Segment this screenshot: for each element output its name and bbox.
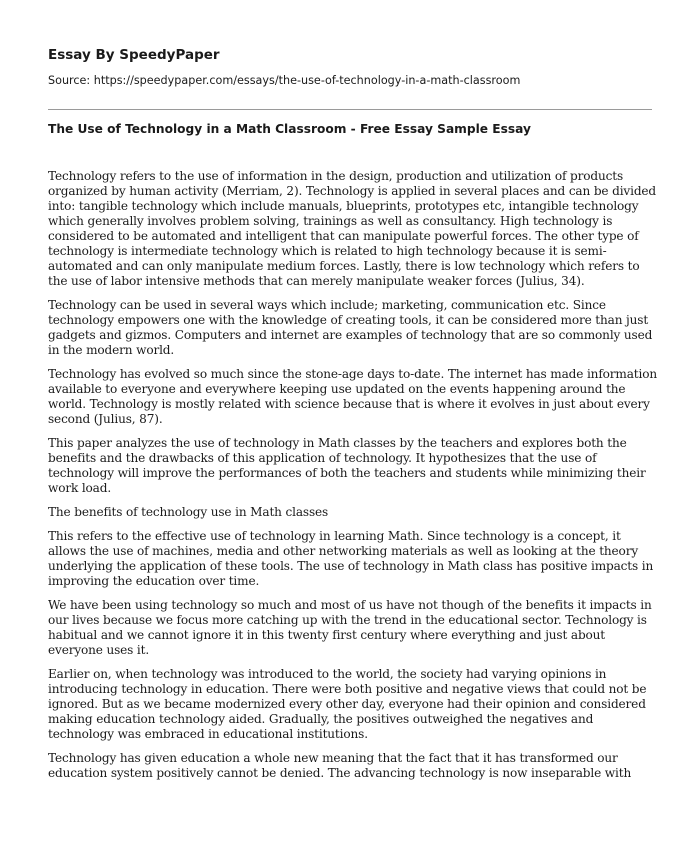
header-divider (48, 109, 652, 110)
document-header-title: Essay By SpeedyPaper (48, 47, 220, 63)
paragraph: This refers to the effective use of technology in learning Math. Since technology is a concept, it allows the use of machines, media and other networking materials as well as looking at the theory underlying the application of these tools. The use of technology in Math class has positive impacts in improving the education over time. (48, 529, 654, 588)
paragraph: Technology has given education a whole new meaning that the fact that it has transformed our education system positively cannot be denied. The advancing technology is now inseparable with (48, 751, 632, 780)
paragraph: Earlier on, when technology was introduced to the world, the society had varying opinions in introducing technology in education. There were both positive and negative views that could not be ignored. But as we became modernized every other day, everyone had their opinion and considered making education technology aided. Gradually, the positives outweighed the negatives and technology was embraced in educational institutions. (48, 667, 647, 741)
paragraph: We have been using technology so much and most of us have not though of the benefits it impacts in our lives because we focus more catching up with the trend in the educational sector. Technology is habitual and we cannot ignore it in this twenty first century where everything and just about everyone uses it. (48, 598, 652, 657)
paragraph: Technology has evolved so much since the stone-age days to-date. The internet has made information available to everyone and everywhere keeping use updated on the events happening around the world. Technology is mostly related with science because that is where it evolves in just about every second (Julius, 87). (48, 367, 657, 426)
paragraph: Technology can be used in several ways which include; marketing, communication etc. Since technology empowers one with the knowledge of creating tools, it can be considered more than just gadgets and gizmos. Computers and internet are examples of technology that are so commonly used in the modern world. (48, 298, 653, 357)
source-line: Source: https://speedypaper.com/essays/the-use-of-technology-in-a-math-classroom (48, 74, 521, 87)
paragraph: This paper analyzes the use of technology in Math classes by the teachers and explores both the benefits and the drawbacks of this application of technology. It hypothesizes that the use of technology will improve the performances of both the teachers and students while minimizing their work load. (48, 436, 646, 495)
paragraph: Technology refers to the use of information in the design, production and utilization of products organized by human activity (Merriam, 2). Technology is applied in several places and can be divided into: tangible technology which include manuals, blueprints, prototypes etc, intangible technology which generally involves problem solving, trainings as well as consultancy. High technology is considered to be automated and intelligent that can manipulate powerful forces. The other type of technology is intermediate technology which is related to high technology because it is semi-automated and can only manipulate medium forces. Lastly, there is low technology which refers to the use of labor intensive methods that can merely manipulate weaker forces (Julius, 34). (48, 169, 657, 288)
section-heading: The benefits of technology use in Math classes (48, 505, 329, 519)
essay-title: The Use of Technology in a Math Classroom - Free Essay Sample Essay (48, 122, 531, 136)
essay-body (48, 169, 660, 790)
